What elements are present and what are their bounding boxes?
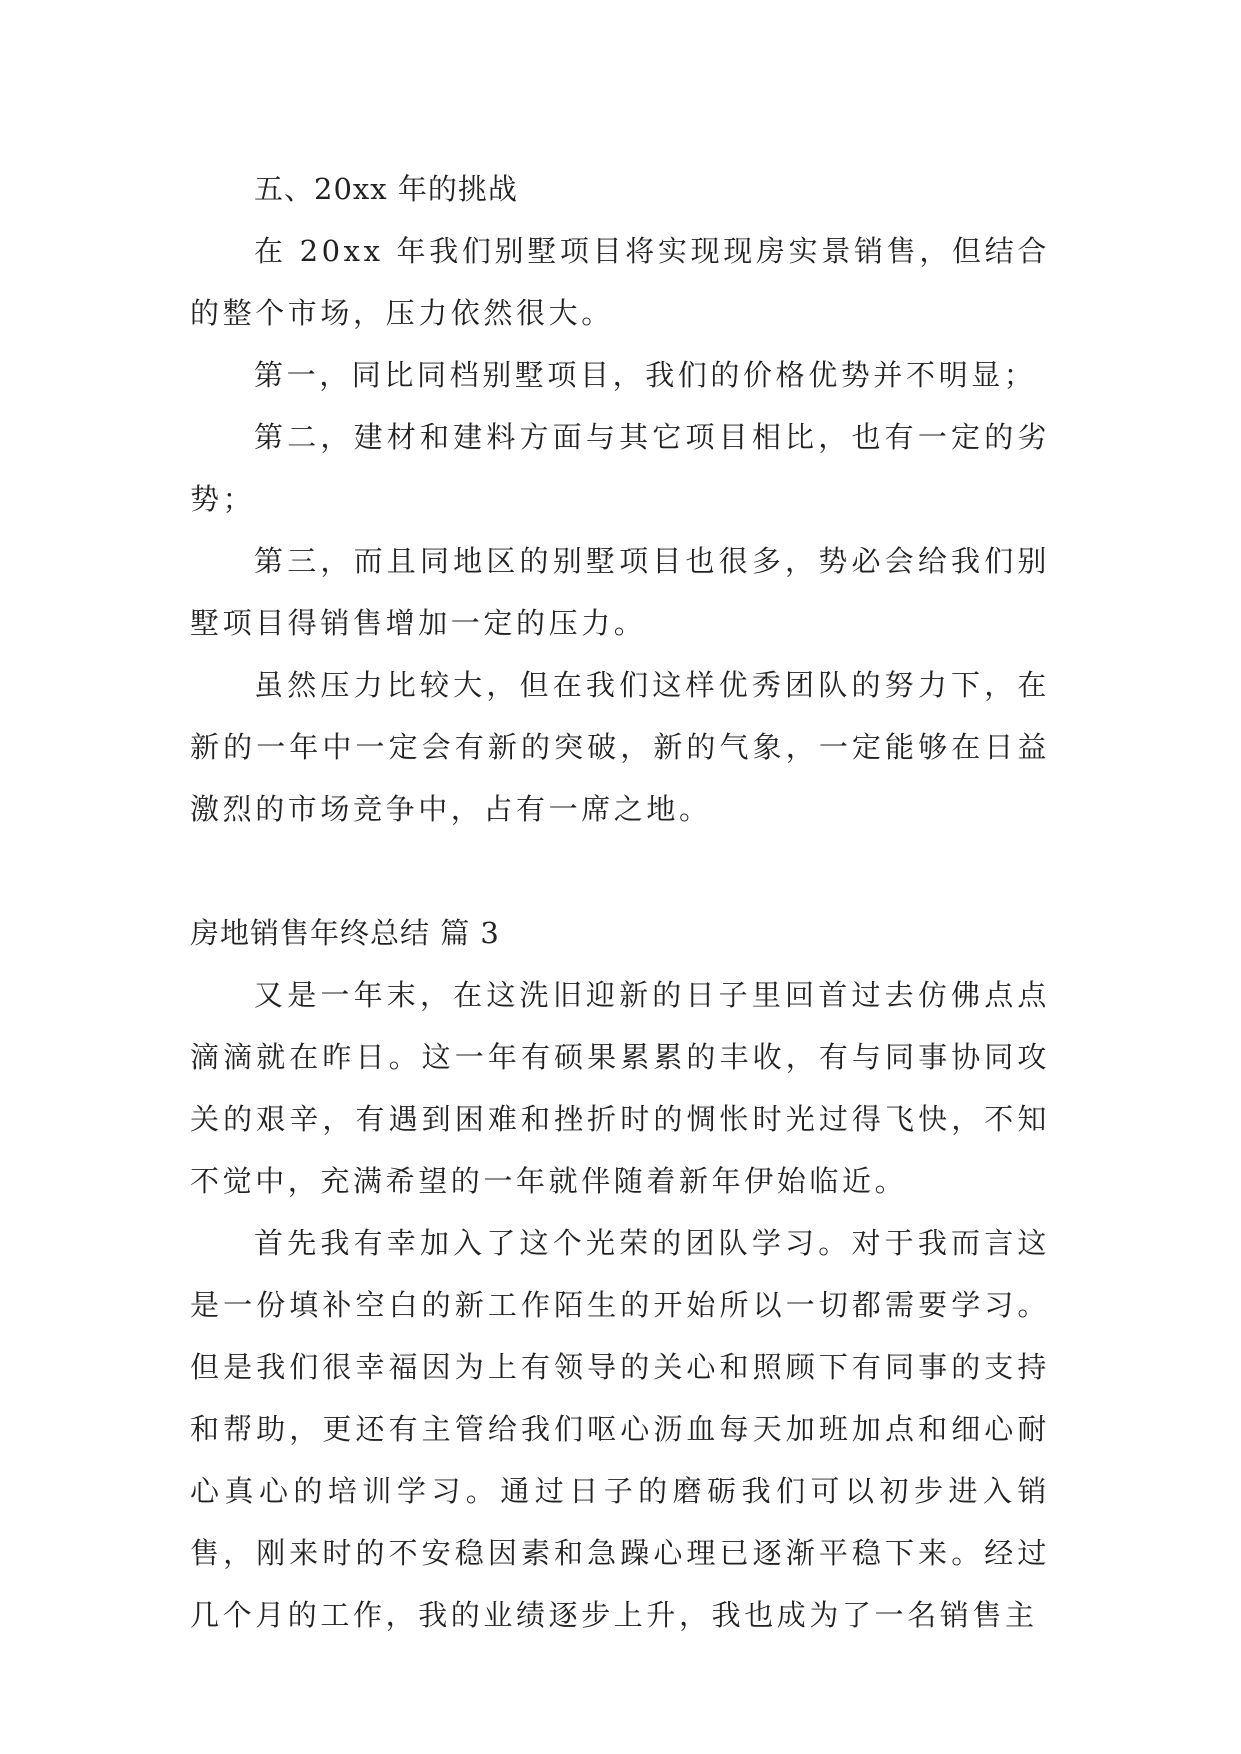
section-heading-challenges: 五、20xx 年的挑战 — [254, 172, 518, 206]
paragraph-joining-team: 首先我有幸加入了这个光荣的团队学习。对于我而言这是一份填补空白的新工作陌生的开始所以一切都需要学习。但是我们很幸福因为上有领导的关心和照顾下有同事的支持和帮助，更还有主管给我们呕心沥血每天加班加点和细心耐心真心的培训学习。通过日子的磨砺我们可以初步进入销售，刚来时的不安稳因素和急躁心理已逐渐平稳下来。经过几个月的工作，我的业绩逐步上升，我也成为了一名销售主 — [190, 1226, 1050, 1632]
article-title: 房地销售年终总结 篇 3 — [190, 916, 500, 950]
paragraph-intro: 在 20xx 年我们别墅项目将实现现房实景销售，但结合的整个市场，压力依然很大。 — [190, 234, 1050, 330]
paragraph-point-one: 第一，同比同档别墅项目，我们的价格优势并不明显； — [254, 358, 1037, 392]
paragraph-year-end: 又是一年末，在这洗旧迎新的日子里回首过去仿佛点点滴滴就在昨日。这一年有硕果累累的丰收，有与同事协同攻关的艰辛，有遇到困难和挫折时的惆怅时光过得飞快，不知不觉中，充满希望的一年就伴随着新年伊始临近。 — [190, 978, 1050, 1198]
section-gap — [190, 840, 1050, 902]
paragraph-conclusion: 虽然压力比较大，但在我们这样优秀团队的努力下，在新的一年中一定会有新的突破，新的气象，一定能够在日益激烈的市场竞争中，占有一席之地。 — [190, 668, 1050, 826]
paragraph-point-two: 第二，建材和建料方面与其它项目相比，也有一定的劣势； — [190, 420, 1050, 516]
paragraph-point-three: 第三，而且同地区的别墅项目也很多，势必会给我们别墅项目得销售增加一定的压力。 — [190, 544, 1050, 640]
document-body — [190, 158, 1050, 1646]
